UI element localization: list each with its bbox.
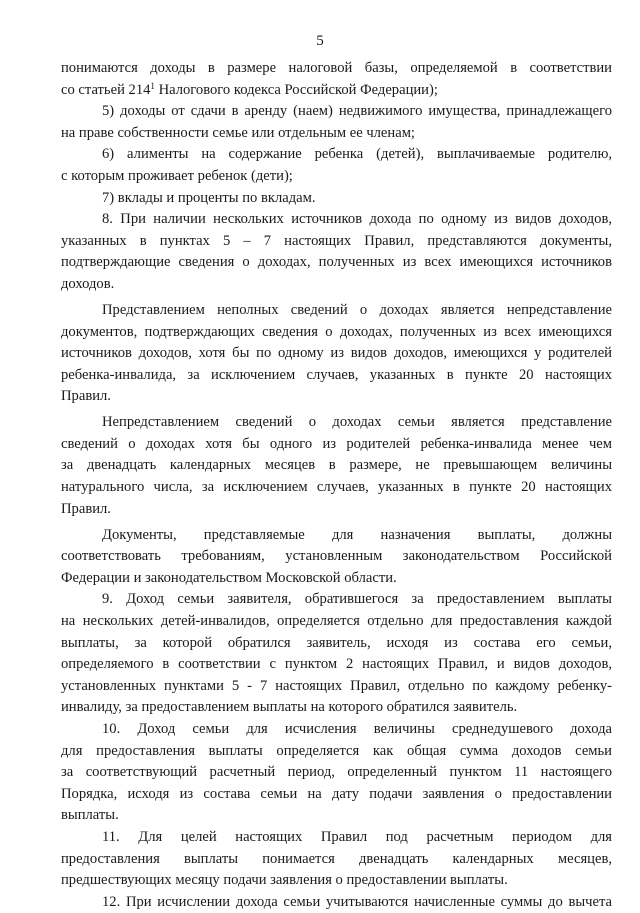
- text-line: предоставления выплаты понимается двенадцать календарных месяцев,: [61, 850, 612, 867]
- text-line: на праве собственности семье или отдельным ее членам;: [61, 124, 415, 141]
- text-line: выплаты, за которой обратился заявитель, исходя из состава его семьи,: [61, 634, 612, 651]
- text-line: предшествующих месяцу подачи заявления о предоставлении выплаты.: [61, 872, 508, 889]
- text-line: ребенка-инвалида, за исключением случаев, указанных в пункте 20 настоящих: [61, 366, 612, 383]
- text-line: доходов.: [61, 275, 115, 292]
- text-line: 7) вклады и проценты по вкладам.: [102, 189, 316, 206]
- text-line: Представлением неполных сведений о доходах является непредставление: [102, 301, 612, 318]
- text-line: за соответствующий расчетный период, определенный пунктом 11 настоящего: [61, 764, 612, 781]
- text-line: 8. При наличии нескольких источников дохода по одному из видов доходов,: [102, 211, 612, 228]
- text-line: выплаты.: [61, 807, 119, 824]
- text-line: установленных пунктами 5 - 7 настоящих Правил, отдельно по каждому ребенку-: [61, 677, 612, 694]
- text-line: 5) доходы от сдачи в аренду (наем) недвижимого имущества, принадлежащего: [102, 103, 612, 120]
- page-number: 5: [316, 33, 324, 49]
- text-line: соответствовать требованиям, установленным законодательством Российской: [61, 548, 612, 565]
- article-superscript: 1: [150, 80, 155, 91]
- text-line: с которым проживает ребенок (дети);: [61, 167, 293, 184]
- text-line: 10. Доход семьи для исчисления величины среднедушевого дохода: [102, 720, 612, 737]
- text-line: указанных в пунктах 5 – 7 настоящих Правил, представляются документы,: [61, 232, 612, 249]
- text-line: Правил.: [61, 388, 111, 405]
- text-line: 11. Для целей настоящих Правил под расчетным периодом для: [102, 828, 612, 845]
- document-body: [61, 58, 612, 913]
- text-line: Правил.: [61, 500, 111, 517]
- text-line: документов, подтверждающих сведения о доходах, полученных из всех имеющихся: [61, 323, 612, 340]
- text-line: подтверждающие сведения о доходах, полученных из всех имеющихся источников: [61, 254, 612, 271]
- text-line: 12. При исчислении дохода семьи учитываются начисленные суммы до вычета: [102, 893, 612, 910]
- text-line-end: Налогового кодекса Российской Федерации);: [154, 81, 438, 98]
- text-line: натурального числа, за исключением случаев, указанных в пункте 20 настоящих: [61, 479, 612, 496]
- text-line: [61, 80, 612, 102]
- text-line: определяемого в соответствии с пунктом 2 настоящих Правил, и видов доходов,: [61, 656, 612, 673]
- text-line: Федерации и законодательством Московской области.: [61, 569, 397, 586]
- text-line: инвалиду, за предоставлением выплаты на которого обратился заявитель.: [61, 699, 518, 716]
- text-line: на нескольких детей-инвалидов, определяется отдельно для предоставления каждой: [61, 613, 612, 630]
- text-line: для предоставления выплаты определяется как общая сумма доходов семьи: [61, 742, 612, 759]
- text-line: 9. Доход семьи заявителя, обратившегося за предоставлением выплаты: [102, 591, 612, 608]
- text-line: Непредставлением сведений о доходах семьи является представление: [102, 414, 612, 431]
- text-line: сведений о доходах хотя бы одного из родителей ребенка-инвалида менее чем: [61, 435, 612, 452]
- text-line: за двенадцать календарных месяцев в размере, не превышающем величины: [61, 457, 612, 474]
- text-line: 6) алименты на содержание ребенка (детей), выплачиваемые родителю,: [102, 146, 612, 163]
- text-line: источников доходов, хотя бы по одному из видов доходов, имеющихся у родителей: [61, 345, 612, 362]
- text-line: Порядка, исходя из состава семьи на дату подачи заявления о предоставлении: [61, 785, 612, 802]
- text-line: понимаются доходы в размере налоговой базы, определяемой в соответствии: [61, 60, 612, 76]
- text-line-start: со статьей 214: [61, 81, 151, 98]
- text-line: Документы, представляемые для назначения выплаты, должны: [102, 526, 612, 543]
